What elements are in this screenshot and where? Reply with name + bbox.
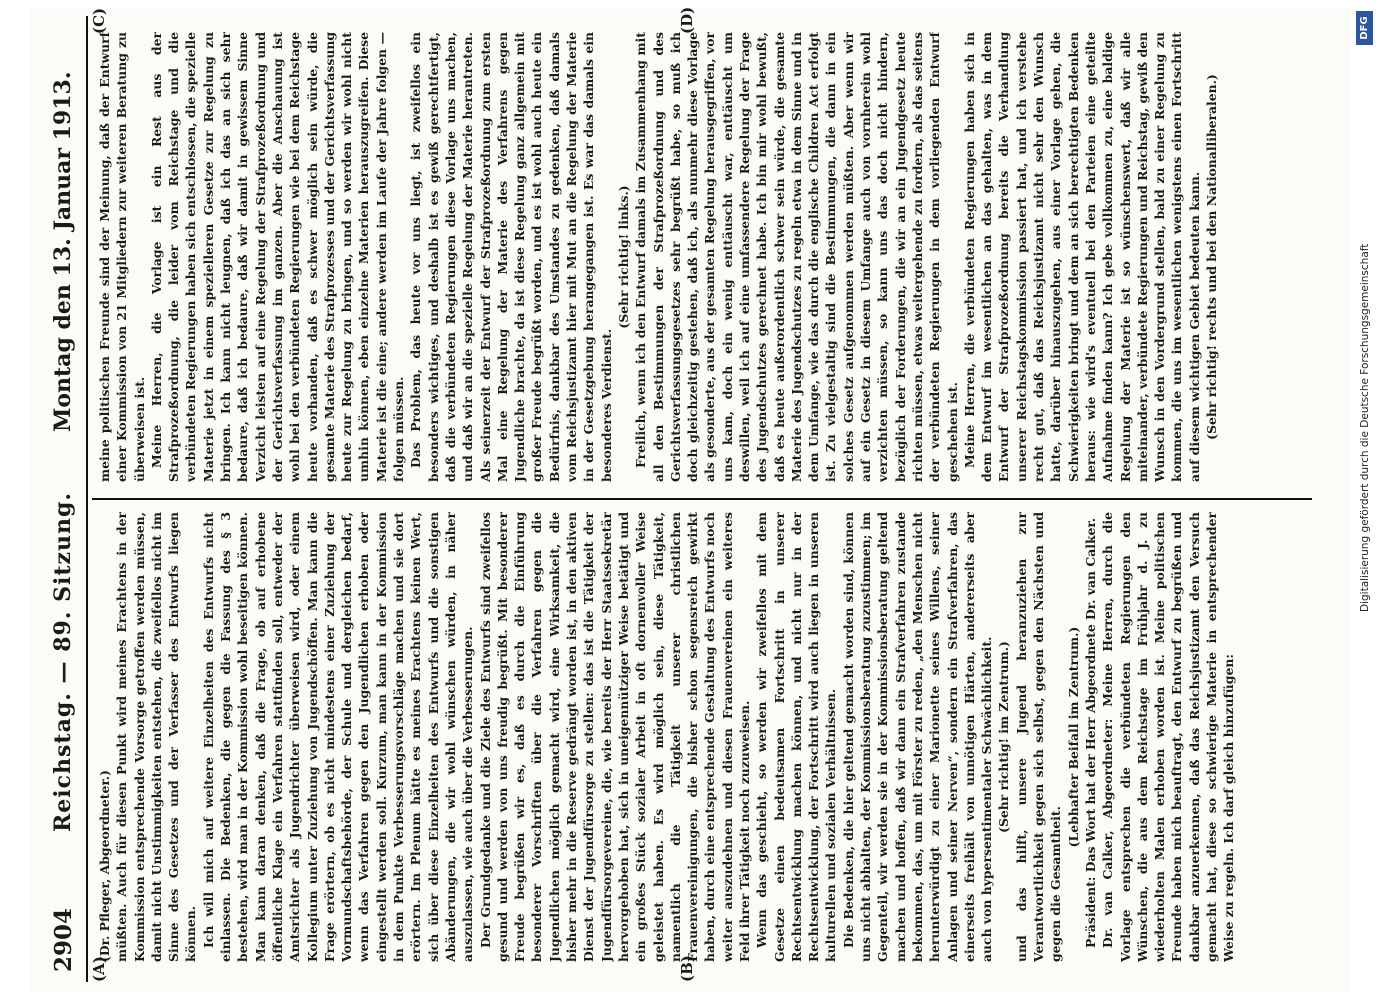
- page-content: [38, 6, 1338, 982]
- paragraph: Dr. van Calker, Abgeordneter: Meine Herren, durch die Vorlage entsprechen die verbündeten Regierungen den Wünschen, die aus dem Reichstage im Frühjahr d. J. zu wiederholten Malen erhoben worden ist. Meine politischen Freunde haben mich beauftragt, den Entwurf zu begrüßen und dankbar anzuerkennen, daß das Reichsjustizamt den Versuch gemacht hat, diese so schwierige Materie in entsprechender Weise zu regeln. Ich darf gleich hinzufügen:: [1100, 512, 1237, 962]
- paragraph: Freilich, wenn ich den Entwurf damals im Zusammenhang mit all den Bestimmungen der Strafprozeßordnung und des Gerichtsverfassungsgesetzes sehr begrüßt habe, so muß ich doch gleichzeitig gestehen, daß ich, als nunmehr diese Vorlage als gesonderte, aus der gesamten Regelung herausgegriffen, vor uns kam, doch ein wenig enttäuscht war, enttäuscht um deswillen, weil ich auf eine umfassendere Regelung der Frage des Jugendschutzes gerechnet habe. Ich bin mir wohl bewußt, daß es heute außerordentlich schwer sein würde, die gesamte Materie des Jugendschutzes zu regeln etwa in dem Sinne und in dem Umfange, wie das durch die englische Children Act erfolgt ist. Zu vielgestaltig sind die Bestimmungen, die dann in ein solches Gesetz aufgenommen werden müßten. Aber wenn wir auf ein Gesetz in diesem Umfange auch von vornherein wohl verzichten müssen, so kann uns das doch nicht hindern, bezüglich der Forderungen, die wir an ein Jugendgesetz heute richten müssen, etwas weitergehende zu fordern, als das seitens der verbündeten Regierungen in dem vorliegenden Entwurf geschehen ist.: [633, 32, 960, 482]
- column-divider: [92, 498, 1312, 500]
- session-date: Montag den 13. Januar 1913.: [50, 71, 76, 432]
- interjection: (Lebhafter Beifall im Zentrum.): [1065, 626, 1081, 848]
- president-remark: Präsident: Das Wort hat der Herr Abgeordnete Dr. van Calker.: [1082, 517, 1098, 948]
- speaker-continuation: (Dr. Pfleger, Abgeordneter.): [97, 770, 112, 962]
- paragraph: Die Bedenken, die hier geltend gemacht worden sind, können uns nicht abhalten, der Kommissionsberatung zuzustimmen; im Gegenteil, wir werden sie in der Kommissionsberatung geltend machen und hoffen, daß wir dann ein Strafverfahren zustande bekommen, das, um mit Förster zu reden, „den Menschen nicht herunterwürdigt zu einer Marionette seines Willens, seiner Anlagen und seiner Nerven“, sondern ein Strafverfahren, das einerseits freihält von unnötigen Härten, andererseits aber auch von hypersentimentaler Schwächlichkeit.: [840, 512, 995, 962]
- scanned-page: [30, 8, 1350, 992]
- margin-marker-b: (B): [678, 955, 696, 982]
- watermark-text: Digitalisierung gefördert durch die Deutsche Forschungsgemeinschaft: [1359, 243, 1371, 612]
- margin-marker-a: (A): [90, 956, 108, 982]
- paragraph: Das Problem, das heute vor uns liegt, ist zweifellos ein besonders wichtiges, und deshalb ist es gewiß gerechtfertigt, daß die verbündeten Regierungen diese Vorlage uns machen, und daß wir an die spezielle Regelung der Materie herantreten. Als seinerzeit der Entwurf der Strafprozeßordnung zum ersten Mal eine Regelung der Materie des Verfahrens gegen Jugendliche brachte, da ist diese Regelung ganz allgemein mit großer Freude begrüßt worden, und es ist wohl auch heute ein Bedürfnis, dankbar des Umstandes zu gedenken, daß damals vom Reichsjustizamt hier mit Mut an die Regelung der Materie in der Gesetzgebung herangegangen ist. Es war das damals ein besonderes Verdienst.: [408, 32, 614, 482]
- session-headline: Reichstag. — 89. Sitzung.: [50, 491, 76, 832]
- paragraph: Ich will mich auf weitere Einzelheiten des Entwurfs nicht einlassen. Die Bedenken, die gegen die Fassung des § 3 bestehen, wird man in der Kommission wohl beseitigen können. Man kann daran denken, daß die Frage, ob auf erhobene öffentliche Klage ein Verfahren stattfinden soll, entweder der Amtsrichter als Jugendrichter überweisen wird, oder einem Kollegium unter Zuziehung von Jugendschöffen. Man kann die Frage erörtern, ob es nicht mindestens einer Zuziehung der Vormundschaftsbehörde, der Schule und dergleichen bedarf, wenn das Verfahren gegen den Jugendlichen erhoben oder eingestellt werden soll. Kurzum, man kann in der Kommission in dem Punkte Verbesserungsvorschläge machen und sie dort erörtern. Im Plenum hätte es meines Erachtens keinen Wert, sich über diese Einzelheiten des Entwurfs und die sonstigen Abänderungen, die wir wohl wünschen würden, in näher auszulassen, wie auch über die Verbesserungen.: [200, 512, 476, 962]
- digitization-watermark: [1352, 8, 1376, 992]
- left-column: [96, 512, 1316, 962]
- paragraph: Meine Herren, die Vorlage ist ein Rest aus der Strafprozeßordnung, die leider vom Reichstage und die verbündeten Regierungen haben sich entschlossen, die spezielle Materie jetzt in einem spezielleren Gesetze zur Regelung zu bringen. Ich kann nicht leugnen, daß ich das an sich sehr bedaure, daß ich bedaure, daß wir damit in gewissem Sinne Verzicht leisten auf eine Regelung der Strafprozeßordnung und der Gerichtsverfassung im ganzen. Aber die Anschauung ist wohl bei den verbündeten Regierungen wie bei dem Reichstage heute vorhanden, daß es schwer möglich sein würde, die gesamte Materie des Strafprozesses und der Gerichtsverfassung heute zur Regelung zu bringen, und so werden wir wohl nicht umhin können, eben einzelne Materien herauszugreifen. Diese Materie ist die eine; andere werden im Laufe der Jahre folgen — folgen müssen.: [148, 32, 407, 482]
- header-rule: [86, 16, 88, 982]
- paragraph: müßten. Auch für diesen Punkt wird meines Erachtens in der Kommission entsprechende Vorsorge getroffen werden müssen, damit nicht Unstimmigkeiten entstehen, die zweifellos nicht im Sinne des Gesetzes und der Verfasser des Entwurfs liegen können.: [114, 512, 199, 962]
- paragraph: und das hilft, unsere Jugend heranzuziehen zur Verantwortlichkeit gegen sich selbst, gegen den Nächsten und gegen die Gesamtheit.: [1013, 512, 1064, 962]
- margin-marker-d: (D): [678, 6, 696, 34]
- dfg-logo: DFG: [1356, 11, 1373, 45]
- running-header: [44, 26, 84, 972]
- paragraph: meine politischen Freunde sind der Meinung, daß der Entwurf einer Kommission von 21 Mitgliedern zur weiteren Beratung zu überweisen ist.: [97, 32, 147, 482]
- page-number: 2904: [50, 907, 77, 972]
- paragraph: Der Grundgedanke und die Ziele des Entwurfs sind zweifellos gesund und werden von uns freudig begrüßt. Mit besonderer Freude begrüßen wir es, daß es durch die Einführung besonderer Vorschriften über die Verfahren gegen die Jugendlichen möglich gemacht wird, eine Wirksamkeit, die bisher mehr in die Reserve gedrängt worden ist, in den aktiven Dienst der Jugendfürsorge zu stellen: das ist die Tätigkeit der Jugendfürsorgevereine, die, wie bereits der Herr Staatssekretär hervorgehoben hat, sich in uneigennütziger Weise betätigt und ein großes Stück sozialer Arbeit in oft dornenvoller Weise geleistet haben. Es wird möglich sein, diese Tätigkeit, namentlich die Tätigkeit unserer christlichen Frauenvereinigungen, die bisher schon segensreich gewirkt haben, durch eine entsprechende Gestaltung des Entwurfs noch weiter auszudehnen und diesen Frauenvereinen ein weiteres Feld ihrer Tätigkeit noch zuzuweisen.: [477, 512, 752, 962]
- paragraph: Meine Herren, die verbündeten Regierungen haben sich in dem Entwurf im wesentlichen an das gehalten, was in dem Entwurf der Strafprozeßordnung bereits die Verhandlung unserer Reichstagskommission passiert hat, und ich verstehe recht gut, daß das Reichsjustizamt nicht sehr den Wunsch hatte, darüber hinauszugehen, aus einer Vorlage gehen, die Schwierigkeiten bringt und dem an sich berechtigten Bedenken heraus: wie wird's eventuell bei den Parteien eine geteilte Aufnahme finden kann? Ich gebe vollkommen zu, eine baldige Regelung der Materie ist so wünschenswert, daß wir alle miteinander, verbündete Regierungen und Reichstag, gewiß den Wunsch in den Vordergrund stellen, bald zu einer Regelung zu kommen, die uns im wesentlichen wenigstens einen Fortschritt auf diesem wichtigen Gebiet bedeuten kann.: [961, 32, 1202, 482]
- interjection: (Sehr richtig! im Zentrum.): [996, 641, 1012, 833]
- paragraph: Wenn das geschieht, so werden wir zweifellos mit dem Gesetze einen bedeutsamen Fortschritt in unserer Rechtsentwicklung machen können, und nicht nur in der Rechtsentwicklung, der Fortschritt wird auch liegen in unseren kulturellen und sozialen Verhältnissen.: [754, 512, 839, 962]
- margin-marker-c: (C): [90, 7, 108, 34]
- interjection: (Sehr richtig! rechts und bei den Nationalliberalen.): [1204, 74, 1219, 440]
- interjection: (Sehr richtig! links.): [615, 185, 631, 329]
- right-column: [96, 32, 1316, 482]
